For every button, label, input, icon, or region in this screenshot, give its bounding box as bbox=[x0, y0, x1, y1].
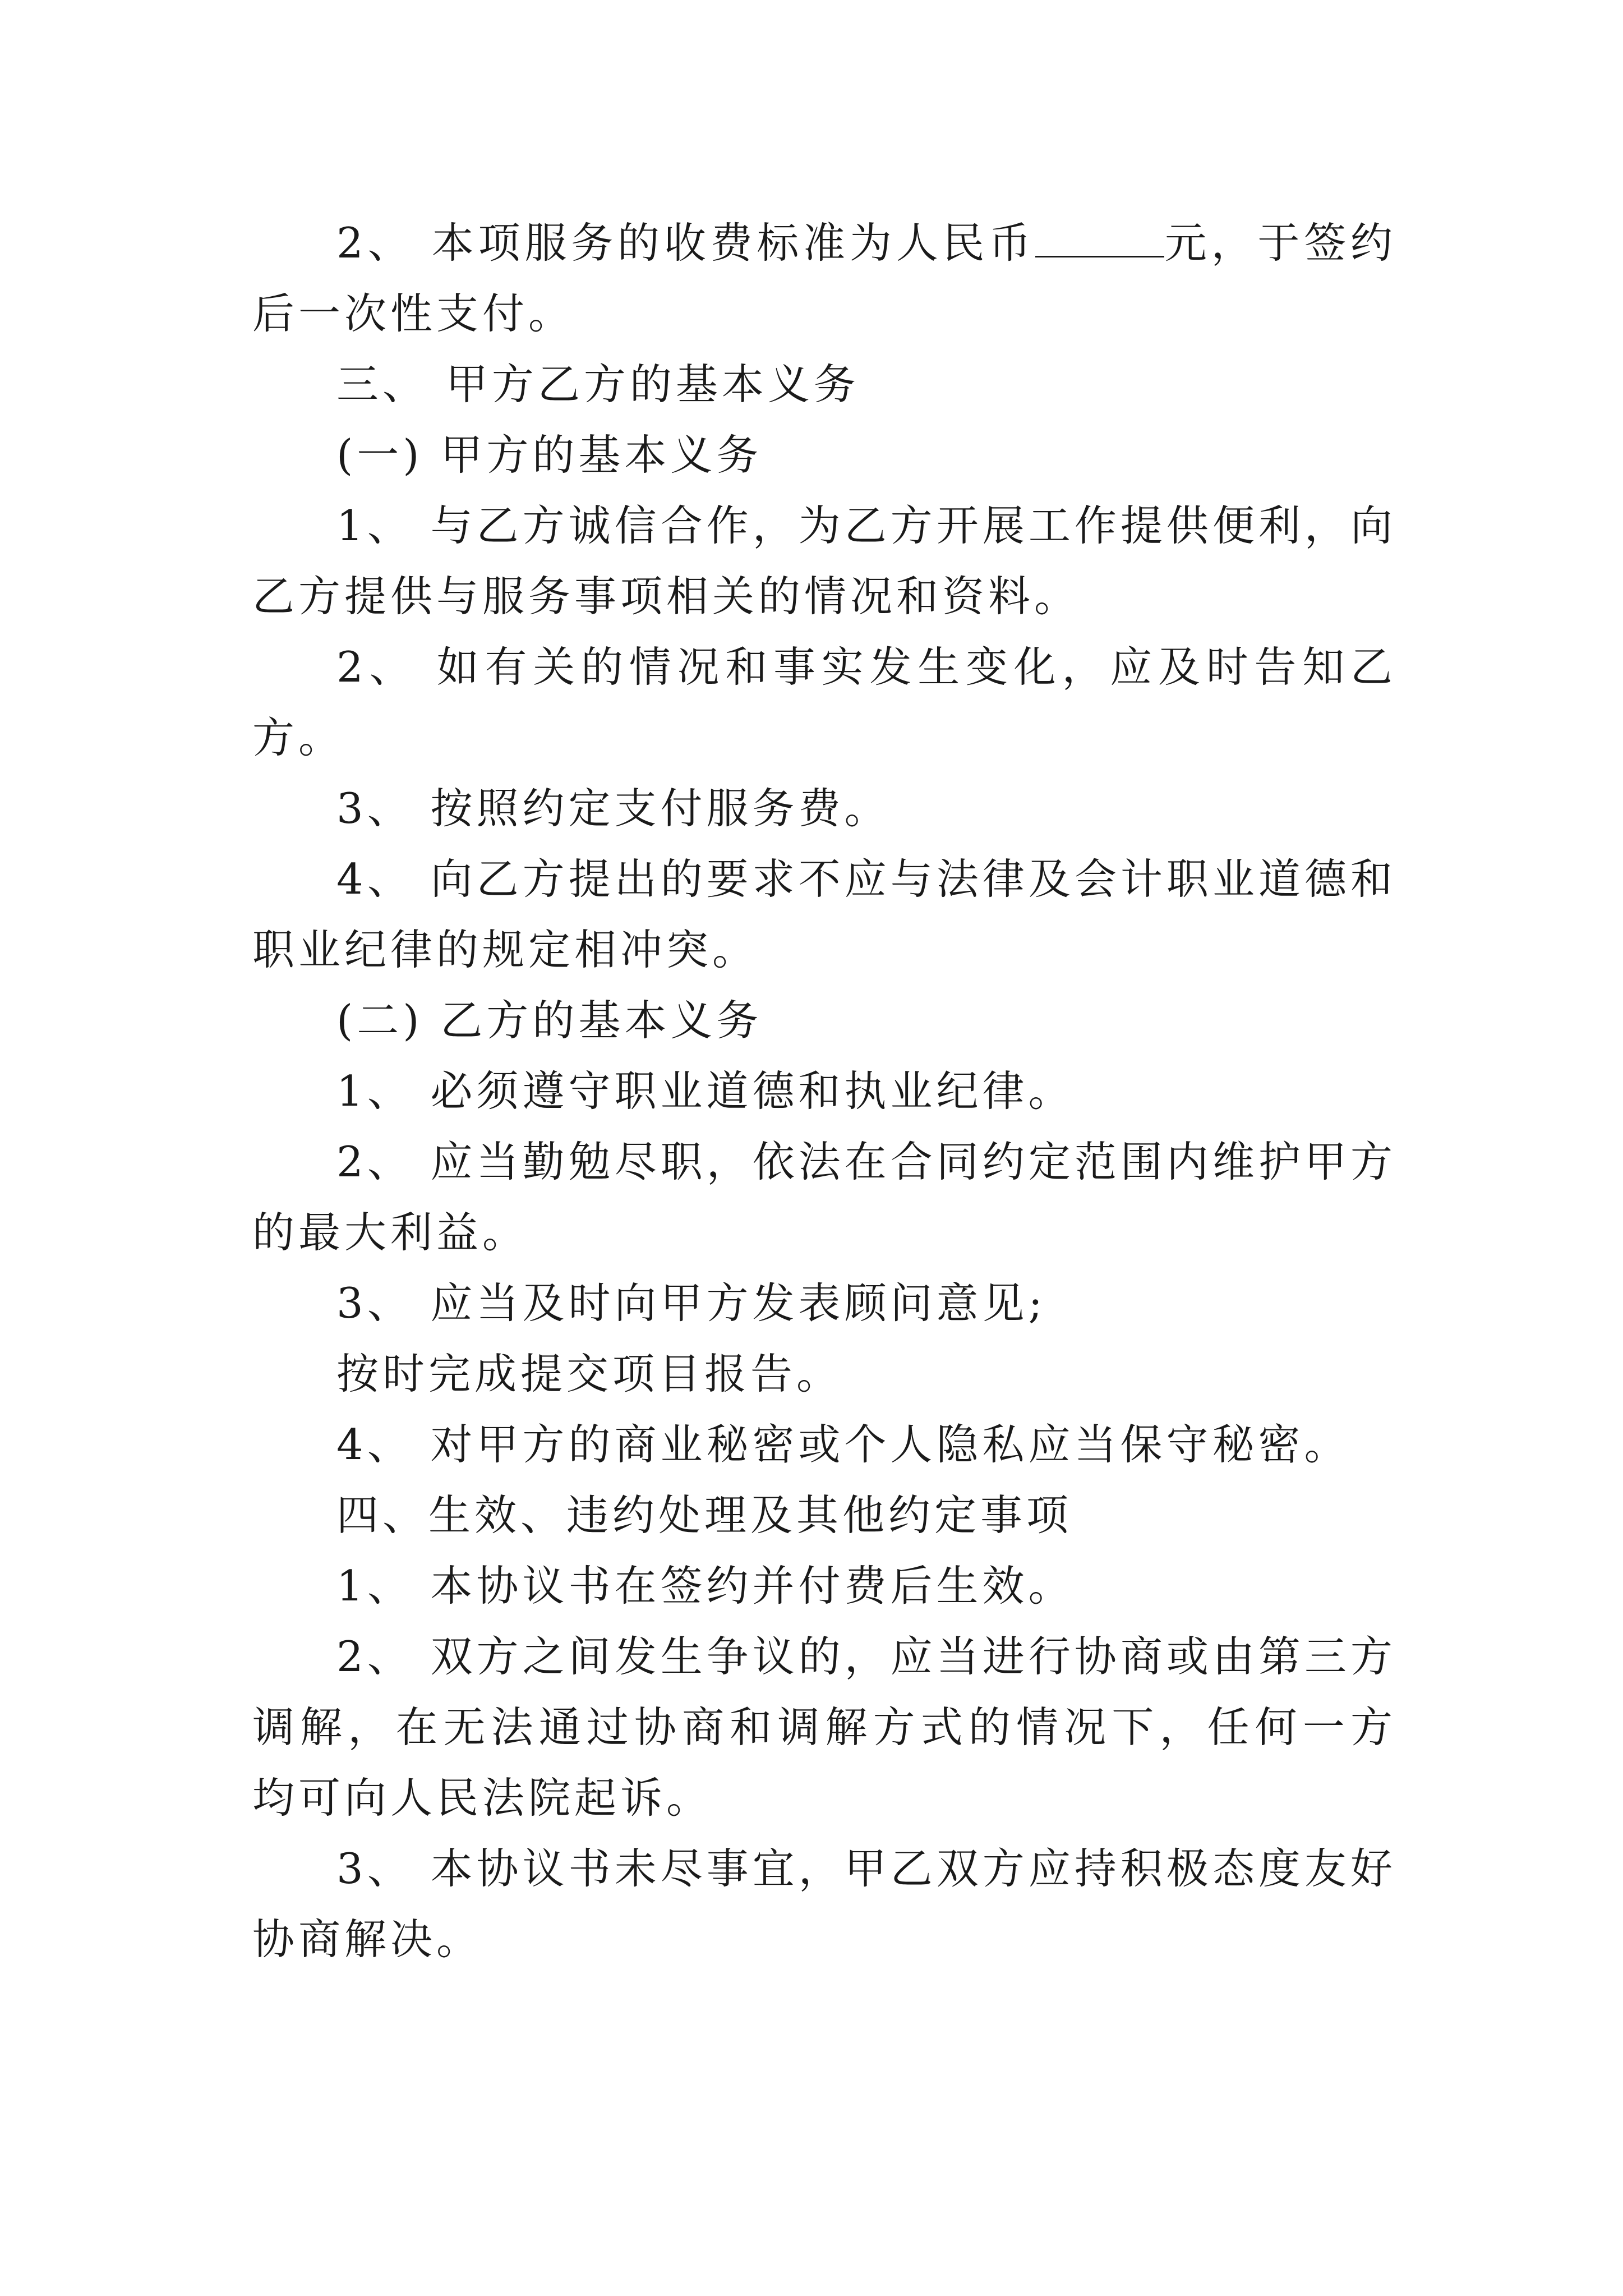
document-body bbox=[252, 208, 1396, 1975]
paragraph-fee-standard bbox=[252, 208, 1396, 349]
fee-amount-blank bbox=[1035, 215, 1164, 257]
paragraph-party-b-3-continued: 按时完成提交项目报告。 bbox=[336, 1349, 843, 1398]
paragraph-party-b-4: 4、 对甲方的商业秘密或个人隐私应当保守秘密。 bbox=[336, 1420, 1350, 1469]
subsection-heading-party-a: (一) 甲方的基本义务 bbox=[336, 430, 763, 480]
paragraph-effective-1: 1、 本协议书在签约并付费后生效。 bbox=[336, 1561, 1075, 1611]
fee-text-after: 元，于签约后一次性支付。 bbox=[252, 218, 1396, 338]
paragraph-party-a-4: 4、 向乙方提出的要求不应与法律及会计职业道德和职业纪律的规定相冲突。 bbox=[252, 854, 1396, 974]
paragraph-dispute-2: 2、 双方之间发生争议的，应当进行协商或由第三方调解，在无法通过协商和调解方式的情况下，任何一方均可向人民法院起诉。 bbox=[252, 1632, 1396, 1823]
paragraph-party-a-3: 3、 按照约定支付服务费。 bbox=[336, 784, 891, 833]
paragraph-other-3: 3、 本协议书未尽事宜，甲乙双方应持积极态度友好协商解决。 bbox=[252, 1844, 1396, 1964]
paragraph-party-b-2: 2、 应当勤勉尽职，依法在合同约定范围内维护甲方的最大利益。 bbox=[252, 1137, 1396, 1257]
fee-text-before: 2、 本项服务的收费标准为人民币 bbox=[336, 218, 1036, 268]
paragraph-party-a-2: 2、 如有关的情况和事实发生变化，应及时告知乙方。 bbox=[252, 642, 1396, 762]
section-heading-4: 四、生效、违约处理及其他约定事项 bbox=[336, 1490, 1073, 1540]
paragraph-party-a-1: 1、 与乙方诚信合作，为乙方开展工作提供便利，向乙方提供与服务事项相关的情况和资料。 bbox=[252, 501, 1396, 621]
section-heading-3: 三、 甲方乙方的基本义务 bbox=[336, 360, 860, 409]
paragraph-party-b-3: 3、 应当及时向甲方发表顾问意见; bbox=[336, 1278, 1046, 1328]
subsection-heading-party-b: (二) 乙方的基本义务 bbox=[336, 996, 763, 1045]
paragraph-party-b-1: 1、 必须遵守职业道德和执业纪律。 bbox=[336, 1066, 1075, 1116]
